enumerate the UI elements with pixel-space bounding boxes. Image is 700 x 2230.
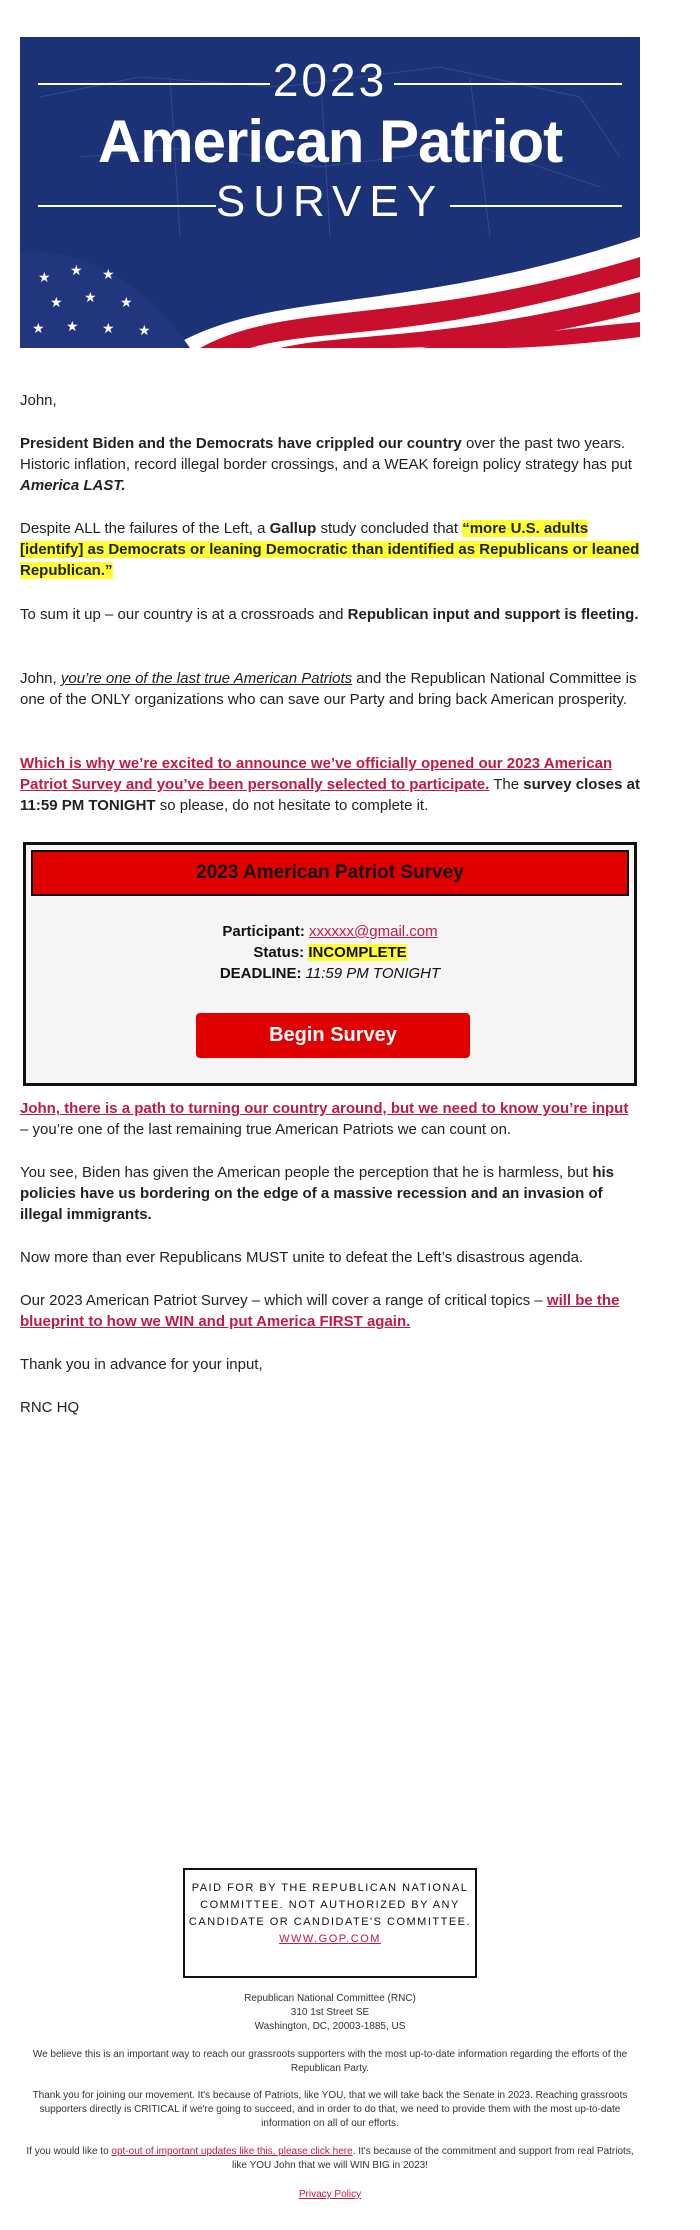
p5-end: so please, do not hesitate to complete it.	[155, 797, 429, 814]
svg-text:★: ★	[70, 263, 83, 279]
optout-start: If you would like to	[26, 2146, 112, 2157]
paragraph-9	[20, 1290, 640, 1332]
paragraph-8: Now more than ever Republicans MUST unite to defeat the Left’s disastrous agenda.	[20, 1249, 584, 1266]
p3-bold: Republican input and support is fleeting.	[347, 606, 639, 623]
org-name: Republican National Committee (RNC)	[244, 1993, 416, 2004]
p2-quote: “more U.S. adults [identify] as Democrats or leaning Democratic than identified as Republicans or leaned Republican.”	[20, 520, 640, 579]
begin-survey-button[interactable]: Begin Survey	[196, 1013, 470, 1058]
paragraph-3	[20, 604, 640, 625]
svg-text:★: ★	[102, 267, 115, 283]
footer-note-2: Thank you for joining our movement. It's because of Patriots, like YOU, that we will take back the Senate in 2023. Reaching grassroots supporters directly is CRITICAL if we're going to succeed, and in order to do that, we need to provide them with the most up-to-date information on all of our efforts.	[32, 2090, 628, 2129]
survey-card-title: 2023 American Patriot Survey	[31, 850, 629, 896]
svg-text:★: ★	[138, 323, 151, 339]
p5-mid: The	[489, 776, 524, 793]
survey-card	[23, 842, 637, 1086]
disclaimer-box	[183, 1868, 477, 1978]
hero-year: 2023	[272, 54, 388, 106]
svg-text:★: ★	[102, 321, 115, 337]
paragraph-7	[20, 1162, 640, 1225]
privacy-policy-link[interactable]: Privacy Policy	[298, 2189, 362, 2200]
signature: RNC HQ	[20, 1399, 80, 1416]
p1-rest: over the past two years. Historic inflation, record illegal border crossings, and a WEAK foreign policy strategy has put	[20, 435, 632, 473]
deadline-row	[26, 965, 634, 982]
p9-start: Our 2023 American Patriot Survey – which will cover a range of critical topics –	[20, 1292, 547, 1309]
address-line-2: Washington, DC, 20003-1885, US	[254, 2021, 406, 2032]
privacy-row	[20, 2188, 640, 2202]
status-row	[26, 944, 634, 961]
paragraph-2	[20, 518, 640, 581]
p5-bold: survey closes at 11:59 PM TONIGHT	[20, 776, 640, 814]
p7-start: You see, Biden has given the American people the perception that he is harmless, but	[20, 1164, 593, 1181]
greeting: John,	[20, 392, 57, 409]
p2-mid: study concluded that	[316, 520, 463, 537]
paragraph-10: Thank you in advance for your input,	[20, 1356, 263, 1373]
p2-start: Despite ALL the failures of the Left, a	[20, 520, 270, 537]
paragraph-6	[20, 1098, 640, 1140]
p1-end: America LAST.	[20, 477, 126, 494]
hero-banner	[20, 37, 640, 348]
svg-text:★: ★	[120, 295, 133, 311]
p1-bold: President Biden and the Democrats have crippled our country	[20, 435, 462, 452]
optout-link[interactable]: opt-out of important updates like this, please click here	[111, 2146, 353, 2157]
svg-text:★: ★	[32, 321, 45, 337]
svg-text:★: ★	[50, 295, 63, 311]
participant-label: Participant:	[222, 923, 305, 940]
svg-text:★: ★	[84, 290, 97, 306]
p4-name: John,	[20, 670, 61, 687]
svg-text:★: ★	[38, 270, 51, 286]
svg-text:★: ★	[66, 319, 79, 335]
participant-email-link[interactable]: xxxxxx@gmail.com	[309, 923, 438, 940]
status-label: Status:	[253, 944, 305, 961]
paragraph-1	[20, 433, 640, 496]
blueprint-link[interactable]: will be the blueprint to how we WIN and put America FIRST again.	[20, 1292, 620, 1330]
paragraph-5	[20, 753, 640, 816]
address-line-1: 310 1st Street SE	[290, 2007, 370, 2018]
p4-em: you’re one of the last true American Patriots	[60, 670, 353, 687]
p4-rest: and the Republican National Committee is one of the ONLY organizations who can save our Party and bring back American prosperity.	[20, 670, 637, 708]
p2-gallup: Gallup	[269, 520, 317, 537]
hero-subtitle: SURVEY	[215, 177, 445, 226]
p6-rest: – you’re one of the last remaining true American Patriots we can count on.	[20, 1121, 512, 1138]
status-badge: INCOMPLETE	[308, 944, 407, 961]
participant-row	[26, 923, 634, 940]
optout-end: . It's because of the commitment and support from real Patriots, like YOU John that we will WIN BIG in 2023!	[231, 2146, 634, 2171]
announce-link[interactable]: Which is why we’re excited to announce we’ve officially opened our 2023 American Patriot Survey and you’ve been personally selected to participate.	[20, 755, 613, 793]
path-link[interactable]: John, there is a path to turning our country around, but we need to know you’re input	[20, 1100, 629, 1117]
paid-for-text: PAID FOR BY THE REPUBLICAN NATIONAL COMMITTEE. NOT AUTHORIZED BY ANY CANDIDATE OR CANDIDATE'S COMMITTEE.	[188, 1882, 472, 1928]
deadline-label: DEADLINE:	[219, 965, 302, 982]
hero-title: American Patriot	[97, 108, 563, 175]
p7-bold: his policies have us bordering on the edge of a massive recession and an invasion of illegal immigrants.	[20, 1164, 615, 1223]
p3-start: To sum it up – our country is at a crossroads and	[20, 606, 348, 623]
optout-text	[22, 2145, 638, 2173]
deadline-value: 11:59 PM TONIGHT	[305, 965, 441, 982]
gop-site-link[interactable]: WWW.GOP.COM	[279, 1933, 381, 1945]
paragraph-4	[20, 668, 640, 710]
footer-note-1: We believe this is an important way to reach our grassroots supporters with the most up-to-date information regarding the efforts of the Republican Party.	[32, 2049, 628, 2074]
